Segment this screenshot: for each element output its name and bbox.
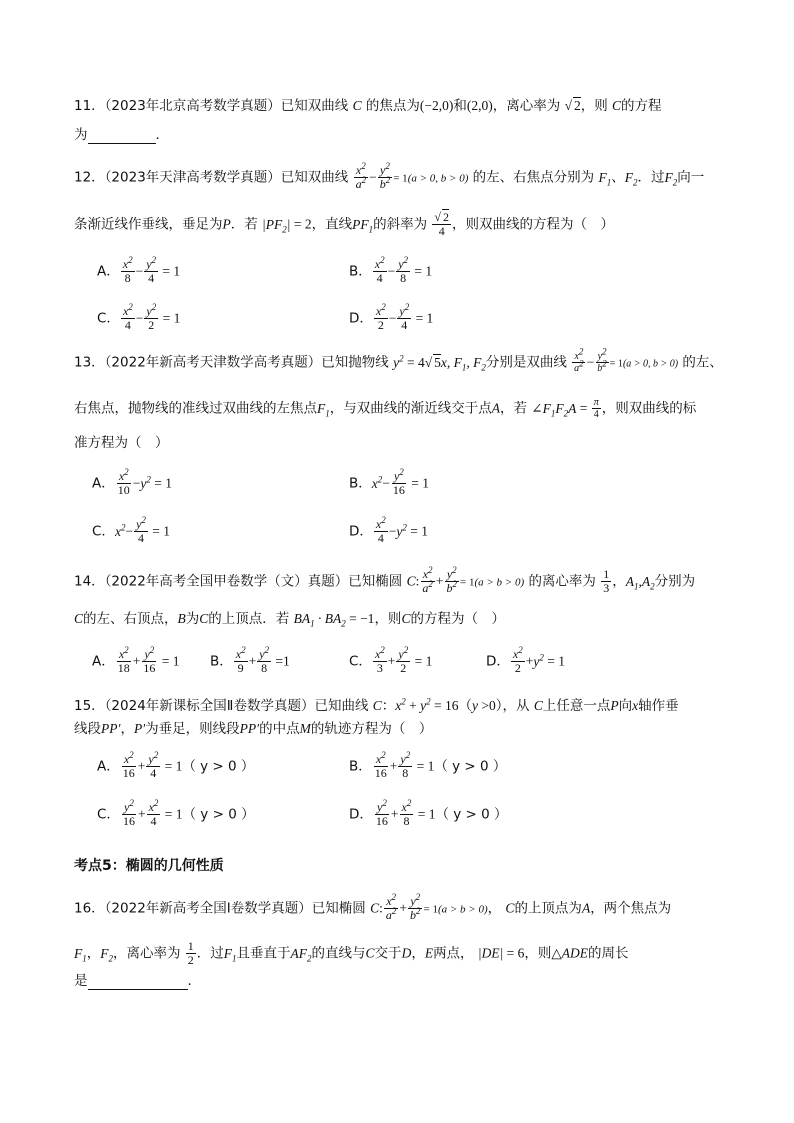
q11-line1: 11．（2023年北京高考数学真题）已知双曲线 C 的焦点为(−2,0)和(2,0)，离心率为 √ 2，则 C的方程 xyxy=(74,98,662,114)
q16-line1: 16．（2022年新高考全国I卷数学真题）已知椭圆 C: $\frac{x^2}{a^2}$ + $\frac{y^2}{b^2}$ = 1(a > b > 0)， C的上顶点为A，两个焦点为 xyxy=(74,892,672,922)
q14-line1: 14．（2022年高考全国甲卷数学（文）真题）已知椭圆 C: $\frac{x^2}{a^2}$ + $\frac{y^2}{b^2}$ = 1(a > b > 0) 的离心率为 $\frac{1}{3}$ ，$A_1,A_2$分别为 xyxy=(74,565,696,595)
q15-option-a[interactable]: A． $\frac{x^2}{16}$ + $\frac{y^2}{4}$ = 1（ y > 0 ） xyxy=(97,750,255,780)
q15-line2: 线段PP′，P′为垂足，则线段PP′的中点M的轨迹方程为（ ） xyxy=(74,721,433,737)
q14-option-c[interactable]: C． $\frac{x^2}{3}$ + $\frac{y^2}{2}$ = 1 xyxy=(349,645,433,675)
q11-line2: 为 ． xyxy=(74,127,169,143)
q13-option-b[interactable]: B．$x^2-$ $\frac{y^2}{16}$ = 1 xyxy=(349,467,430,497)
q15-option-d[interactable]: D． $\frac{y^2}{16}$ + $\frac{x^2}{8}$ = 1（ y > 0 ） xyxy=(349,798,508,828)
q15-line1: 15．（2024年新课标全国Ⅱ卷数学真题）已知曲线 C：$x^2 + y^2 = 16(y >0)$，从 C上任意一点P向x轴作垂 xyxy=(74,696,679,714)
q15-option-b[interactable]: B． $\frac{x^2}{16}$ + $\frac{y^2}{8}$ = 1（ y > 0 ） xyxy=(349,750,507,780)
q12-option-d[interactable]: D． $\frac{x^2}{2}$ − $\frac{y^2}{4}$ = 1 xyxy=(349,302,434,332)
q12-line2: 条渐近线作垂线，垂足为P．若 $|PF_2| = 2$，直线$PF_1$的斜率为 $\frac{√ 2}{4}$ ，则双曲线的方程为（ ） xyxy=(74,210,614,238)
answer-blank[interactable] xyxy=(88,129,156,144)
q13-line3: 准方程为（ ） xyxy=(74,435,169,451)
q13-option-c[interactable]: C．$x^2-$ $\frac{y^2}{4}$ = 1 xyxy=(92,515,171,545)
section-title: 考点5：椭圆的几何性质 xyxy=(74,858,224,874)
q16-line2: $F_1$，$F_2$，离心率为 $\frac{1}{2}$ ．过$F_1$且垂直于$AF_2$的直线与C交于D，E两点， |DE| = 6，则△ADE的周长 xyxy=(74,939,629,967)
q12-option-a[interactable]: A． $\frac{x^2}{8}$ − $\frac{y^2}{4}$ = 1 xyxy=(97,255,181,285)
q14-option-a[interactable]: A． $\frac{x^2}{18}$ + $\frac{y^2}{16}$ = 1 xyxy=(92,645,180,675)
q14-option-d[interactable]: D． $\frac{x^2}{2}$ $+y^2 = 1$ xyxy=(486,645,565,675)
q12-option-c[interactable]: C． $\frac{x^2}{4}$ − $\frac{y^2}{2}$ = 1 xyxy=(97,302,181,332)
q16-line3: 是 ． xyxy=(74,973,201,989)
q14-option-b[interactable]: B． $\frac{x^2}{9}$ + $\frac{y^2}{8}$ =1 xyxy=(210,645,290,675)
q13-line2: 右焦点，抛物线的准线过双曲线的左焦点$F_1$，与双曲线的渐近线交于点A，若 $\angle F_1F_2A$ = $\frac{\pi}{4}$ ，则双曲线的标 xyxy=(74,397,697,420)
q13-option-a[interactable]: A． $\frac{x^2}{10}$ $-y^2 = 1$ xyxy=(92,467,172,497)
q15-option-c[interactable]: C． $\frac{y^2}{16}$ + $\frac{x^2}{4}$ = 1（ y > 0 ） xyxy=(97,798,255,828)
q13-option-d[interactable]: D． $\frac{x^2}{4}$ $-y^2 = 1$ xyxy=(349,515,428,545)
q12-option-b[interactable]: B． $\frac{x^2}{4}$ − $\frac{y^2}{8}$ = 1 xyxy=(349,255,433,285)
q12-line1: 12．（2023年天津高考数学真题）已知双曲线 $\frac{x^2}{a^2}$ − $\frac{y^2}{b^2}$ = 1(a > 0, b > 0) 的左、右焦点分别为 $F_1$、$F_2$．过$F_2$向一 xyxy=(74,161,705,191)
q14-line2: C的左、右顶点，B为C的上顶点．若 $BA_1 \cdot BA_2 = -1$，则C的方程为（ ） xyxy=(74,611,505,629)
q13-line1: 13．（2022年新高考天津数学高考真题）已知抛物线 $y^2 = 4√$ 5x, $F_1$, $F_2$分别是双曲线 $\frac{x^2}{a^2}$ − $\frac{y^2}{b^2}$ = 1(a > 0, b > 0) 的左、 xyxy=(74,346,723,374)
answer-blank[interactable] xyxy=(88,975,188,990)
